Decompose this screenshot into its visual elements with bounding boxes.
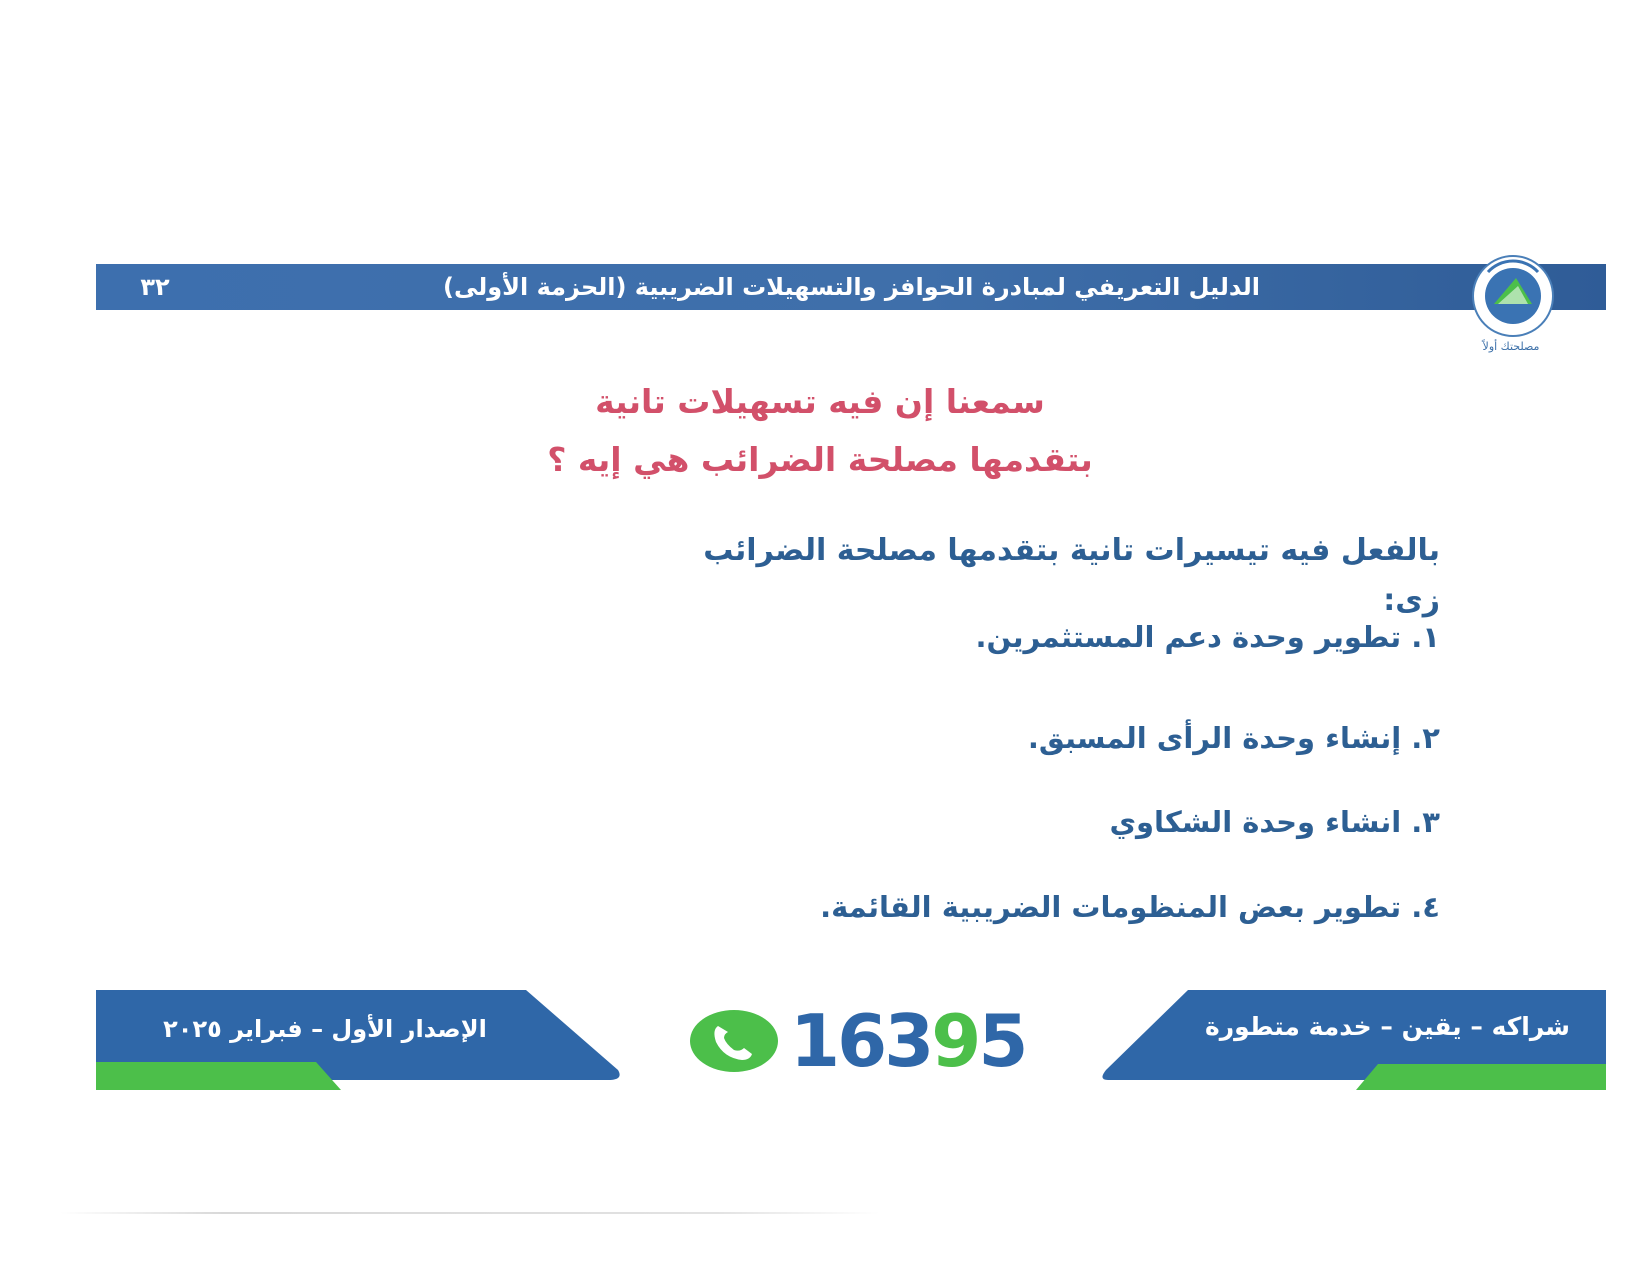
slogan-label: شراكه – يقين – خدمة متطورة bbox=[1205, 1012, 1570, 1041]
header-title: الدليل التعريفي لمبادرة الحوافز والتسهيلات الضريبية (الحزمة الأولى) bbox=[442, 273, 1260, 301]
divider bbox=[60, 1212, 880, 1214]
question-line-2: بتقدمها مصلحة الضرائب هي إيه ؟ bbox=[547, 440, 1093, 479]
hotline-digit-accent: 9 bbox=[931, 999, 979, 1083]
list-item: ٣. انشاء وحدة الشكاوي bbox=[1109, 805, 1440, 839]
question-line-1: سمعنا إن فيه تسهيلات تانية bbox=[595, 382, 1045, 421]
list-item: ١. تطوير وحدة دعم المستثمرين. bbox=[975, 620, 1440, 654]
list-item: ٢. إنشاء وحدة الرأى المسبق. bbox=[1027, 721, 1440, 755]
list-item: ٤. تطوير بعض المنظومات الضريبية القائمة. bbox=[820, 890, 1440, 924]
logo-tagline: مصلحتك أولاً bbox=[1482, 340, 1540, 353]
page-number: ٣٢ bbox=[140, 273, 170, 301]
hotline-digits: 163 bbox=[790, 999, 932, 1083]
phone-icon bbox=[688, 1008, 780, 1074]
hotline-digit-last: 5 bbox=[978, 999, 1026, 1083]
hotline-number bbox=[790, 999, 1040, 1083]
edition-label: الإصدار الأول – فبراير ٢٠٢٥ bbox=[163, 1015, 487, 1043]
answer-intro: بالفعل فيه تيسيرات تانية بتقدمها مصلحة الضرائب زى: bbox=[703, 533, 1440, 618]
